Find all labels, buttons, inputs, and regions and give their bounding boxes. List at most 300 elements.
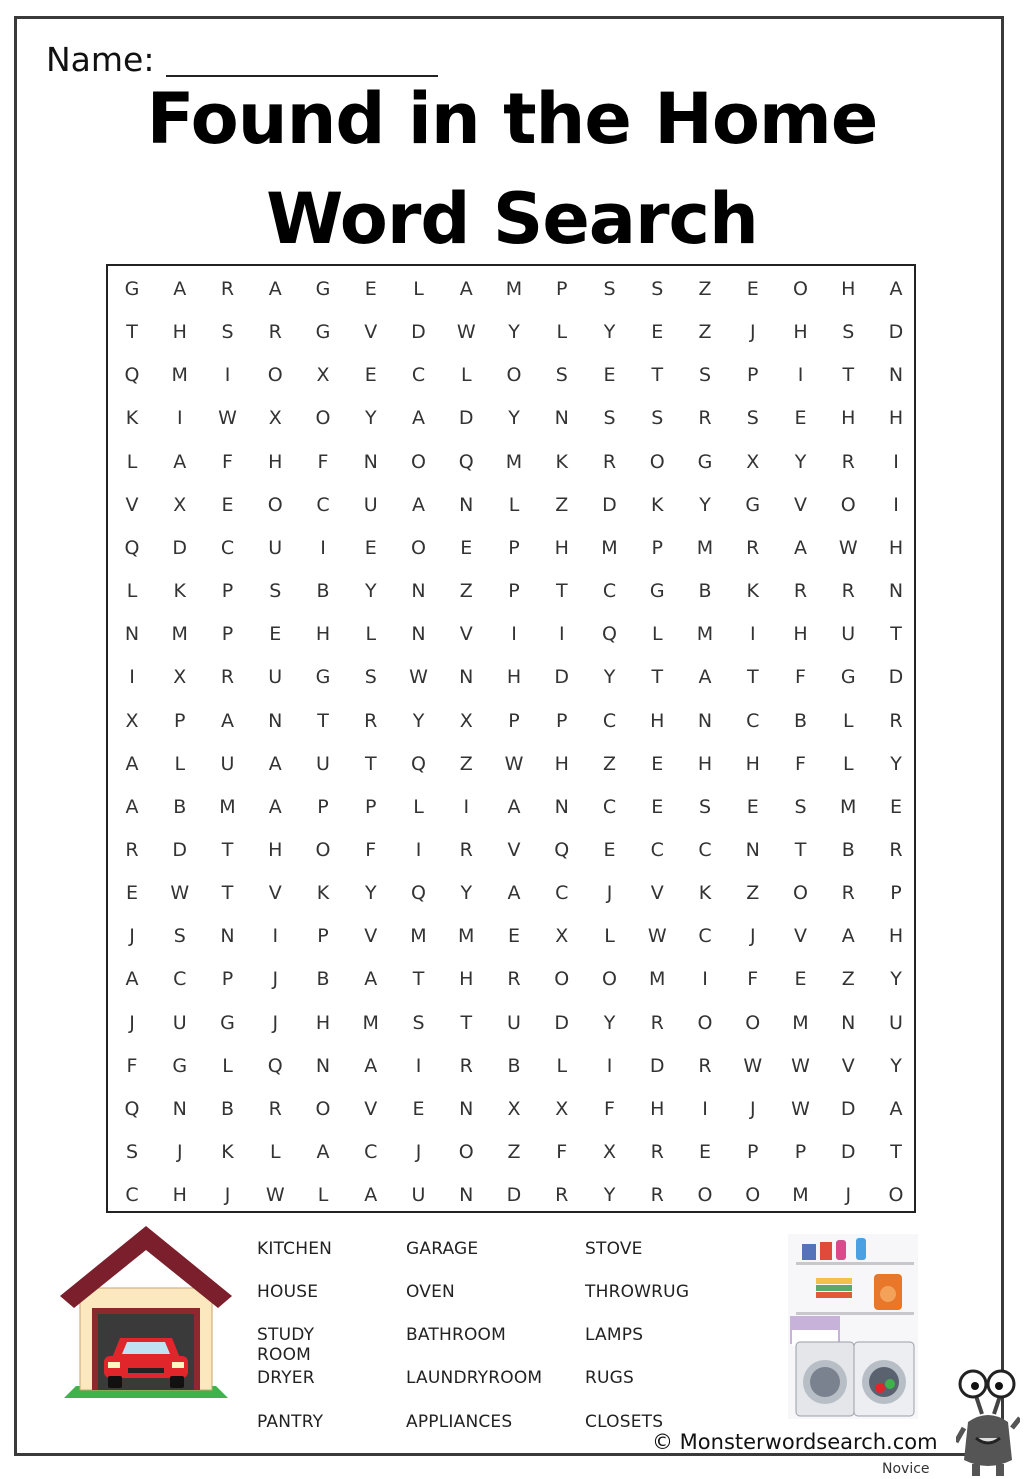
grid-letter[interactable]: Y [364,407,377,430]
grid-letter[interactable]: X [125,709,139,732]
grid-letter[interactable]: U [841,623,856,646]
grid-letter[interactable]: X [507,1097,521,1120]
grid-letter[interactable]: O [554,968,570,991]
grid-letter[interactable]: R [459,1054,473,1077]
grid-letter[interactable]: R [889,838,903,861]
grid-letter[interactable]: R [220,666,235,689]
grid-letter[interactable]: O [315,838,331,861]
grid-letter[interactable]: H [888,407,904,430]
grid-letter[interactable]: R [889,709,903,732]
grid-letter[interactable]: V [459,623,473,646]
grid-letter[interactable]: Q [411,882,426,905]
grid-letter[interactable]: R [602,450,617,473]
grid-letter[interactable]: A [268,795,282,818]
grid-letter[interactable]: C [650,838,664,861]
grid-letter[interactable]: K [125,407,139,430]
grid-letter[interactable]: O [267,493,283,516]
grid-letter[interactable]: A [364,968,378,991]
grid-letter[interactable]: L [842,752,854,775]
grid-letter[interactable]: K [316,882,330,905]
grid-letter[interactable]: I [606,1054,613,1077]
grid-letter[interactable]: O [649,450,665,473]
grid-letter[interactable]: F [317,450,329,473]
grid-letter[interactable]: Y [603,666,616,689]
grid-letter[interactable]: X [555,1097,569,1120]
grid-letter[interactable]: I [176,407,183,430]
grid-letter[interactable]: U [316,752,330,775]
grid-letter[interactable]: R [125,838,139,861]
grid-letter[interactable]: N [841,1011,856,1034]
grid-letter[interactable]: I [702,1097,708,1120]
grid-letter[interactable]: N [554,795,569,818]
grid-letter[interactable]: O [315,407,331,430]
grid-letter[interactable]: E [651,752,664,775]
grid-letter[interactable]: O [315,1097,331,1120]
grid-letter[interactable]: J [272,968,279,991]
grid-letter[interactable]: Y [508,321,520,344]
grid-letter[interactable]: N [172,1097,187,1120]
grid-letter[interactable]: B [220,1097,235,1120]
grid-letter[interactable]: N [459,1097,474,1120]
grid-letter[interactable]: A [221,709,234,732]
grid-letter[interactable]: I [320,536,326,559]
grid-letter[interactable]: M [219,795,236,818]
grid-letter[interactable]: O [697,1011,713,1034]
grid-letter[interactable]: Y [508,407,520,430]
grid-letter[interactable]: U [363,493,378,516]
grid-letter[interactable]: P [747,1141,759,1163]
grid-letter[interactable]: A [125,752,139,775]
grid-letter[interactable]: A [841,925,855,948]
grid-letter[interactable]: T [746,666,759,689]
grid-letter[interactable]: J [845,1184,852,1207]
grid-letter[interactable]: X [173,666,187,689]
grid-letter[interactable]: E [651,321,664,344]
grid-letter[interactable]: Q [554,838,570,861]
grid-letter[interactable]: E [269,623,282,646]
grid-letter[interactable]: B [316,580,330,603]
grid-letter[interactable]: C [411,364,426,387]
grid-letter[interactable]: M [171,364,188,387]
grid-letter[interactable]: P [890,882,902,905]
grid-letter[interactable]: I [797,364,804,387]
grid-letter[interactable]: N [268,709,283,732]
grid-letter[interactable]: S [603,278,616,300]
grid-letter[interactable]: H [888,925,904,948]
grid-letter[interactable]: M [840,795,857,818]
grid-letter[interactable]: J [749,321,756,344]
grid-letter[interactable]: Y [890,752,902,775]
grid-letter[interactable]: H [745,752,760,775]
grid-letter[interactable]: B [698,580,712,603]
grid-letter[interactable]: V [364,321,378,344]
grid-letter[interactable]: P [221,623,234,646]
grid-letter[interactable]: O [793,278,808,300]
grid-letter[interactable]: B [316,968,330,991]
grid-letter[interactable]: R [555,1184,569,1207]
grid-letter[interactable]: N [459,1184,474,1207]
grid-letter[interactable]: A [698,666,712,689]
grid-letter[interactable]: V [125,493,139,516]
grid-letter[interactable]: E [125,882,138,905]
grid-letter[interactable]: I [893,450,899,473]
grid-letter[interactable]: Q [458,450,474,473]
grid-letter[interactable]: T [890,623,902,646]
grid-letter[interactable]: O [793,882,808,905]
grid-letter[interactable]: M [649,968,666,991]
grid-letter[interactable]: Q [411,752,426,775]
grid-letter[interactable]: G [649,580,665,603]
grid-letter[interactable]: W [170,882,190,905]
grid-letter[interactable]: S [412,1011,425,1034]
grid-letter[interactable]: I [415,838,422,861]
grid-letter[interactable]: M [362,1011,379,1034]
grid-letter[interactable]: N [315,1054,331,1077]
grid-letter[interactable]: R [746,536,760,559]
grid-letter[interactable]: R [698,1054,712,1077]
grid-letter[interactable]: K [555,450,568,473]
grid-letter[interactable]: W [504,752,524,775]
grid-letter[interactable]: N [459,666,474,689]
grid-letter[interactable]: X [173,493,187,516]
grid-letter[interactable]: A [364,1184,378,1207]
grid-letter[interactable]: P [794,1141,807,1163]
grid-letter[interactable]: P [556,278,568,300]
grid-letter[interactable]: J [749,1097,756,1120]
grid-letter[interactable]: J [129,925,135,948]
grid-letter[interactable]: G [697,450,713,473]
grid-letter[interactable]: R [220,278,235,300]
grid-letter[interactable]: H [650,709,665,732]
grid-letter[interactable]: R [507,968,521,991]
grid-letter[interactable]: V [841,1054,855,1077]
grid-letter[interactable]: H [506,666,522,689]
grid-letter[interactable]: L [317,1184,329,1207]
grid-letter[interactable]: E [698,1141,711,1163]
grid-letter[interactable]: R [364,709,378,732]
grid-letter[interactable]: V [507,838,521,861]
grid-letter[interactable]: T [890,1141,902,1163]
grid-letter[interactable]: G [220,1011,235,1034]
grid-letter[interactable]: Y [890,968,902,991]
grid-letter[interactable]: C [220,536,235,559]
grid-letter[interactable]: Q [124,1097,140,1120]
grid-letter[interactable]: F [222,450,233,473]
grid-letter[interactable]: N [411,623,426,646]
grid-letter[interactable]: D [649,1054,665,1077]
grid-letter[interactable]: S [555,364,568,387]
grid-letter[interactable]: Y [364,882,377,905]
grid-letter[interactable]: O [888,1184,904,1207]
grid-letter[interactable]: R [459,838,473,861]
grid-letter[interactable]: T [460,1011,473,1034]
grid-letter[interactable]: E [889,795,902,818]
grid-letter[interactable]: H [554,536,569,559]
grid-letter[interactable]: M [696,623,714,646]
grid-letter[interactable]: M [505,278,523,300]
grid-letter[interactable]: L [365,623,377,646]
grid-letter[interactable]: R [268,321,282,344]
grid-letter[interactable]: C [602,795,617,818]
grid-letter[interactable]: C [364,1141,378,1163]
grid-letter[interactable]: H [554,752,569,775]
grid-letter[interactable]: O [411,450,426,473]
grid-letter[interactable]: A [889,1097,903,1120]
grid-letter[interactable]: L [174,752,186,775]
grid-letter[interactable]: M [792,1011,809,1034]
grid-letter[interactable]: U [507,1011,521,1034]
grid-letter[interactable]: I [893,493,899,516]
grid-letter[interactable]: N [411,580,426,603]
grid-letter[interactable]: K [746,580,759,603]
grid-letter[interactable]: O [506,364,522,387]
grid-letter[interactable]: C [555,882,569,905]
grid-letter[interactable]: H [697,752,713,775]
grid-letter[interactable]: A [507,795,521,818]
grid-letter[interactable]: U [172,1011,187,1034]
grid-letter[interactable]: A [412,407,425,430]
grid-letter[interactable]: A [459,278,473,300]
grid-letter[interactable]: F [795,752,806,775]
grid-letter[interactable]: Y [699,493,711,516]
grid-letter[interactable]: Q [124,536,140,559]
grid-letter[interactable]: M [458,925,475,948]
grid-letter[interactable]: M [792,1184,809,1207]
grid-letter[interactable]: L [651,623,663,646]
grid-letter[interactable]: P [221,968,234,991]
grid-letter[interactable]: J [176,1141,183,1163]
grid-letter[interactable]: C [746,709,760,732]
grid-letter[interactable]: W [409,666,428,689]
grid-letter[interactable]: E [221,493,234,516]
grid-letter[interactable]: K [221,1141,234,1163]
grid-letter[interactable]: V [794,925,807,948]
grid-letter[interactable]: E [746,795,759,818]
grid-letter[interactable]: U [268,666,283,689]
grid-letter[interactable]: X [746,450,760,473]
grid-letter[interactable]: A [173,278,187,300]
grid-letter[interactable]: R [650,1011,664,1034]
grid-letter[interactable]: V [650,882,664,905]
grid-letter[interactable]: R [698,407,712,430]
grid-letter[interactable]: L [269,1141,281,1163]
grid-letter[interactable]: D [554,1011,570,1034]
grid-letter[interactable]: R [841,450,855,473]
grid-letter[interactable]: P [651,536,663,559]
grid-letter[interactable]: B [793,709,808,732]
grid-letter[interactable]: H [793,321,808,344]
name-field-line[interactable] [166,75,438,77]
grid-letter[interactable]: B [173,795,187,818]
grid-letter[interactable]: Z [459,752,473,775]
grid-letter[interactable]: E [460,536,473,559]
grid-letter[interactable]: R [650,1184,664,1207]
grid-letter[interactable]: N [888,580,904,603]
grid-letter[interactable]: I [224,364,231,387]
grid-letter[interactable]: A [268,278,282,300]
grid-letter[interactable]: L [413,795,424,818]
grid-letter[interactable]: A [125,968,139,991]
grid-letter[interactable]: V [268,882,282,905]
grid-letter[interactable]: L [842,709,854,732]
grid-letter[interactable]: S [651,278,664,300]
grid-letter[interactable]: I [558,623,565,646]
grid-letter[interactable]: S [842,321,855,344]
grid-letter[interactable]: E [364,364,377,387]
grid-letter[interactable]: E [364,536,377,559]
grid-letter[interactable]: C [602,709,617,732]
grid-letter[interactable]: H [650,1097,665,1120]
grid-letter[interactable]: E [794,407,807,430]
grid-letter[interactable]: N [363,450,378,473]
grid-letter[interactable]: O [411,536,426,559]
grid-letter[interactable]: D [888,321,904,344]
grid-letter[interactable]: R [841,580,855,603]
grid-letter[interactable]: A [125,795,139,818]
grid-letter[interactable]: Z [555,493,569,516]
grid-letter[interactable]: O [745,1184,761,1207]
grid-letter[interactable]: P [317,795,329,818]
grid-letter[interactable]: Y [890,1054,902,1077]
grid-letter[interactable]: Q [124,364,140,387]
grid-letter[interactable]: K [651,493,664,516]
grid-letter[interactable]: V [364,1097,378,1120]
grid-letter[interactable]: N [459,493,474,516]
grid-letter[interactable]: Y [412,709,425,732]
grid-letter[interactable]: L [460,364,472,387]
grid-letter[interactable]: L [556,1054,568,1077]
grid-letter[interactable]: T [555,580,568,603]
grid-letter[interactable]: G [124,278,140,300]
grid-letter[interactable]: F [126,1054,138,1077]
grid-letter[interactable]: X [268,407,282,430]
grid-letter[interactable]: Z [841,968,855,991]
grid-letter[interactable]: J [272,1011,279,1034]
grid-letter[interactable]: L [222,1054,233,1077]
grid-letter[interactable]: L [126,580,138,603]
grid-letter[interactable]: D [172,536,188,559]
grid-letter[interactable]: T [221,838,234,861]
grid-letter[interactable]: P [556,709,568,732]
grid-letter[interactable]: Y [603,1184,616,1207]
grid-letter[interactable]: J [224,1184,231,1207]
grid-letter[interactable]: S [651,407,664,430]
grid-letter[interactable]: D [554,666,570,689]
grid-letter[interactable]: I [272,925,279,948]
grid-letter[interactable]: T [317,709,329,732]
grid-letter[interactable]: W [791,1097,810,1120]
grid-letter[interactable]: G [840,666,856,689]
grid-letter[interactable]: R [841,882,855,905]
grid-letter[interactable]: H [268,450,283,473]
grid-letter[interactable]: G [315,321,331,344]
grid-letter[interactable]: M [505,450,523,473]
grid-letter[interactable]: P [174,709,186,732]
grid-letter[interactable]: J [749,925,756,948]
grid-letter[interactable]: W [647,925,667,948]
grid-letter[interactable]: E [507,925,520,948]
grid-letter[interactable]: Y [794,450,807,473]
grid-letter[interactable]: N [124,623,140,646]
grid-letter[interactable]: I [129,666,135,689]
grid-letter[interactable]: R [650,1141,664,1163]
grid-letter[interactable]: H [841,407,856,430]
grid-letter[interactable]: X [602,1141,617,1163]
grid-letter[interactable]: H [888,536,904,559]
grid-letter[interactable]: N [888,364,904,387]
grid-letter[interactable]: I [511,623,517,646]
grid-letter[interactable]: I [463,795,470,818]
grid-letter[interactable]: J [415,1141,422,1163]
grid-letter[interactable]: U [411,1184,426,1207]
grid-letter[interactable]: S [364,666,377,689]
grid-letter[interactable]: F [795,666,806,689]
grid-letter[interactable]: M [696,536,714,559]
grid-letter[interactable]: F [365,838,377,861]
grid-letter[interactable]: W [838,536,858,559]
grid-letter[interactable]: A [889,278,903,300]
grid-letter[interactable]: T [221,882,234,905]
grid-letter[interactable]: T [364,752,377,775]
grid-letter[interactable]: Z [746,882,760,905]
grid-letter[interactable]: E [412,1097,425,1120]
grid-letter[interactable]: P [747,364,759,387]
grid-letter[interactable]: Q [602,623,617,646]
grid-letter[interactable]: Z [459,580,473,603]
grid-letter[interactable]: Z [698,321,712,344]
grid-letter[interactable]: T [842,364,855,387]
grid-letter[interactable]: O [458,1141,474,1163]
grid-letter[interactable]: P [365,795,377,818]
grid-letter[interactable]: L [604,925,615,948]
grid-letter[interactable]: W [456,321,476,344]
grid-letter[interactable]: S [221,321,234,344]
grid-letter[interactable]: P [317,925,329,948]
grid-letter[interactable]: O [840,493,856,516]
grid-letter[interactable]: I [702,968,708,991]
grid-letter[interactable]: P [508,580,520,603]
grid-letter[interactable]: D [506,1184,522,1207]
grid-letter[interactable]: L [413,278,424,300]
grid-letter[interactable]: H [459,968,474,991]
grid-letter[interactable]: X [555,925,569,948]
grid-letter[interactable]: P [508,709,520,732]
grid-letter[interactable]: T [412,968,425,991]
grid-letter[interactable]: D [602,493,617,516]
grid-letter[interactable]: K [698,882,712,905]
grid-letter[interactable]: P [508,536,520,559]
grid-letter[interactable]: H [793,623,808,646]
grid-letter[interactable]: A [794,536,807,559]
grid-letter[interactable]: Y [603,1011,616,1034]
grid-letter[interactable]: E [651,795,664,818]
grid-letter[interactable]: F [604,1097,615,1120]
grid-letter[interactable]: C [316,493,330,516]
grid-letter[interactable]: Z [698,278,712,300]
grid-letter[interactable]: U [220,752,235,775]
grid-letter[interactable]: C [602,580,617,603]
grid-letter[interactable]: X [459,709,473,732]
grid-letter[interactable]: A [364,1054,378,1077]
grid-letter[interactable]: P [221,580,234,603]
grid-letter[interactable]: K [173,580,186,603]
grid-letter[interactable]: Z [507,1141,521,1163]
grid-letter[interactable]: W [743,1054,763,1077]
grid-letter[interactable]: D [840,1097,856,1120]
grid-letter[interactable]: L [556,321,568,344]
grid-letter[interactable]: M [410,925,427,948]
grid-letter[interactable]: S [125,1141,139,1163]
